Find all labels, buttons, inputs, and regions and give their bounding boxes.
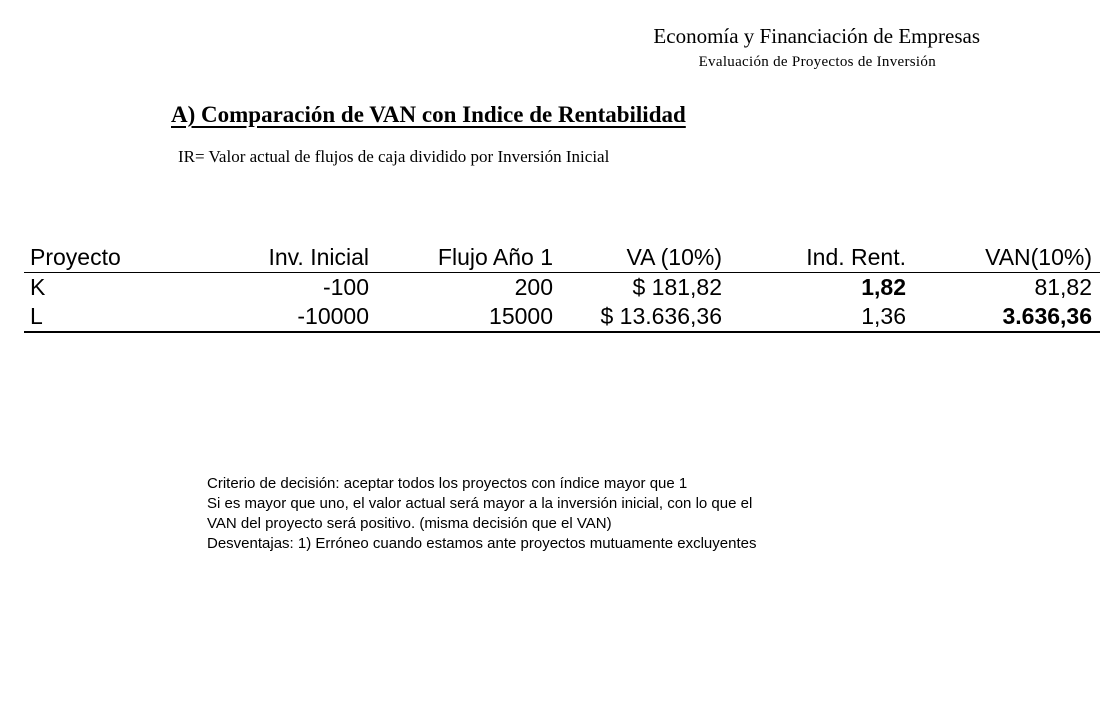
cell-va: $ 181,82 [632, 274, 722, 300]
cell-flujo-ano-1: 200 [514, 274, 553, 300]
header-subtitle: Evaluación de Proyectos de Inversión [698, 54, 936, 70]
cell-ind-rent: 1,82 [861, 274, 906, 300]
column-header-va: VA (10%) [561, 243, 730, 273]
column-header-ind-rent: Ind. Rent. [730, 243, 914, 273]
cell-ind-rent: 1,36 [730, 302, 914, 332]
cell-va: $ 13.636,36 [561, 302, 730, 332]
cell-flujo-ano-1: 15000 [377, 302, 561, 332]
projects-table [24, 243, 1100, 333]
cell-van: 3.636,36 [914, 302, 1100, 332]
column-header-proyecto: Proyecto [24, 243, 198, 273]
decision-criteria [207, 474, 756, 554]
cell-proyecto: K [30, 274, 46, 300]
cell-inv-inicial: -10000 [198, 302, 377, 332]
decision-heading: Criterio de decisión: aceptar todos los proyectos con índice mayor que 1 [207, 475, 688, 492]
decision-line: Si es mayor que uno, el valor actual será mayor a la inversión inicial, con lo que el [207, 495, 753, 512]
cell-proyecto: L [24, 302, 198, 332]
section-title: A) Comparación de VAN con Indice de Rentabilidad [171, 102, 686, 127]
formula-note: IR= Valor actual de flujos de caja dividido por Inversión Inicial [178, 147, 610, 166]
cell-van: 81,82 [1034, 274, 1092, 300]
header-title: Economía y Financiación de Empresas [653, 24, 980, 48]
table-header-row [24, 243, 1100, 273]
column-header-flujo-ano-1: Flujo Año 1 [377, 243, 561, 273]
decision-line: VAN del proyecto será positivo. (misma decisión que el VAN) [207, 515, 612, 532]
table-row [24, 273, 1100, 303]
column-header-van: VAN(10%) [914, 243, 1100, 273]
column-header-inv-inicial: Inv. Inicial [198, 243, 377, 273]
cell-inv-inicial: -100 [322, 274, 369, 300]
table-row [24, 302, 1100, 332]
decision-line: Desventajas: 1) Erróneo cuando estamos ante proyectos mutuamente excluyentes [207, 535, 757, 552]
